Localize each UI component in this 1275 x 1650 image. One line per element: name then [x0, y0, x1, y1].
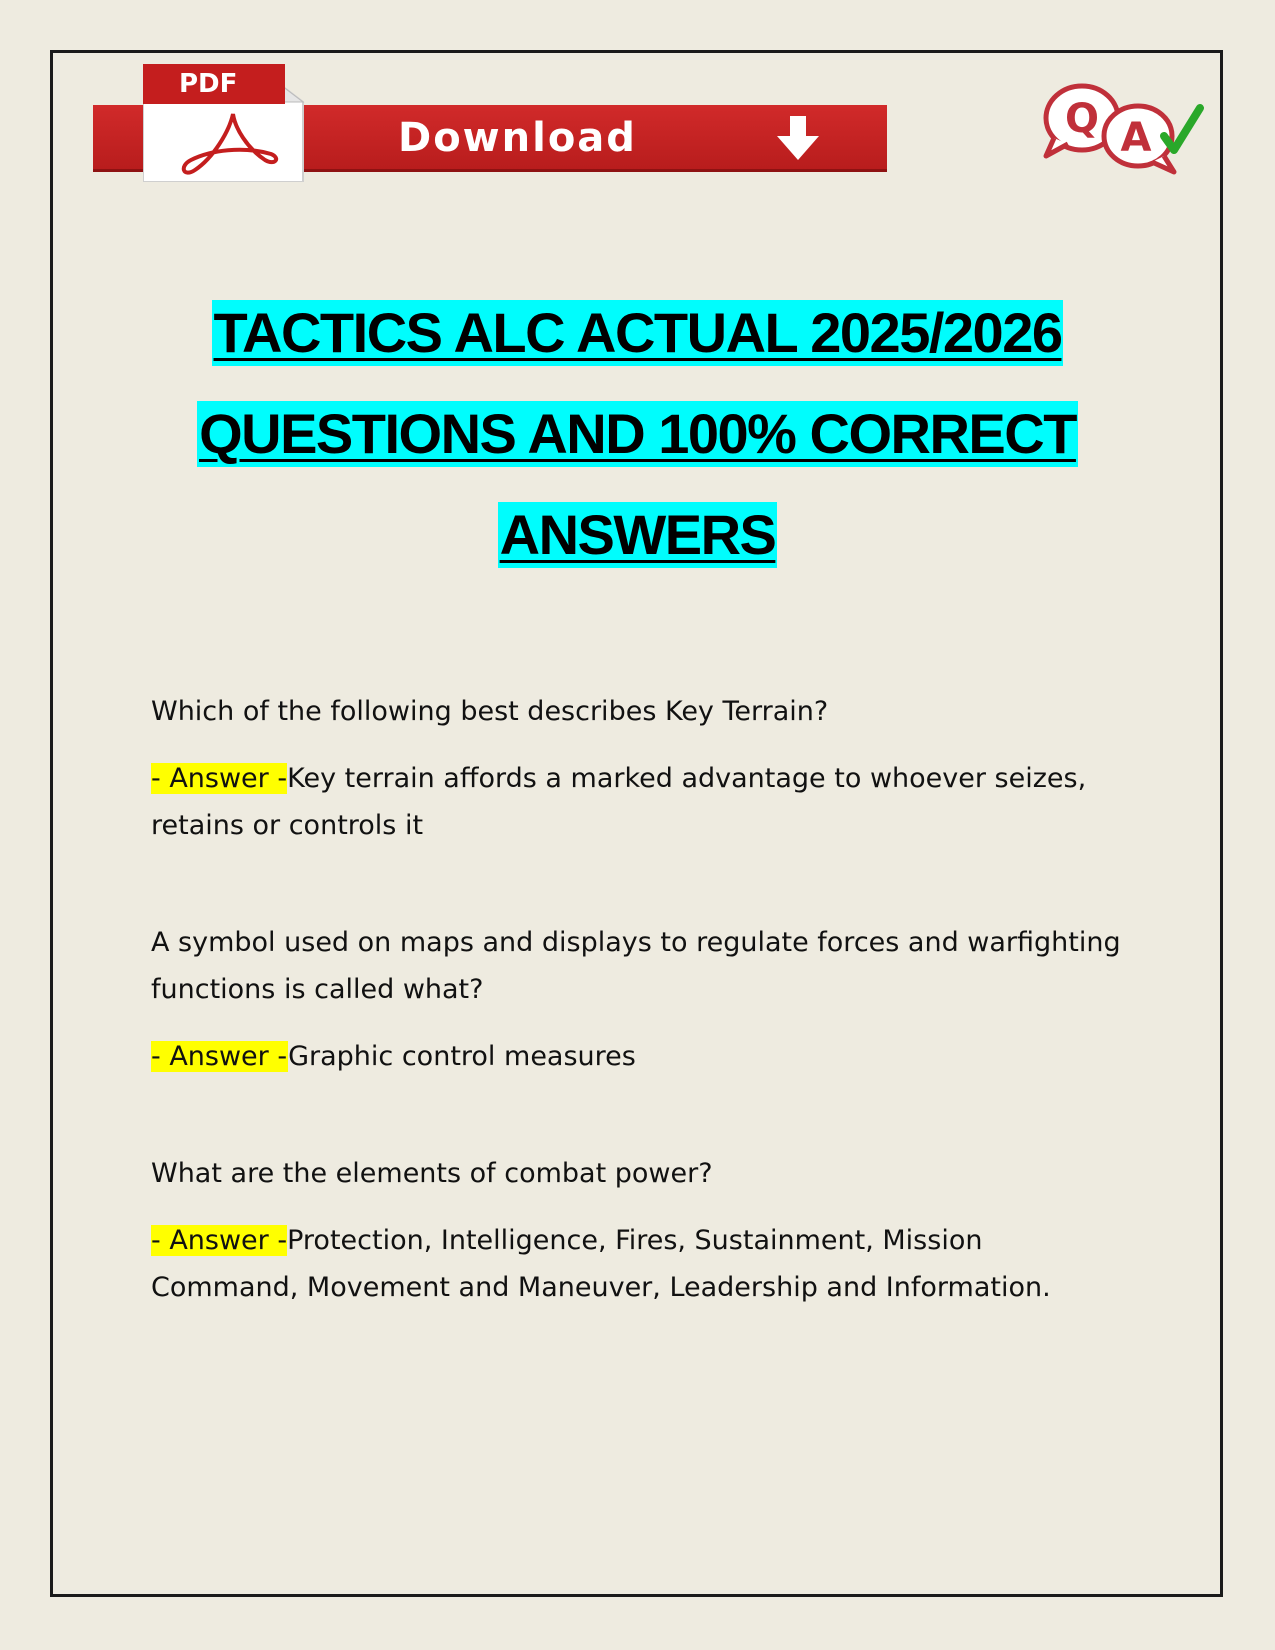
question-text: What are the elements of combat power? [151, 1158, 713, 1189]
download-label: Download [398, 115, 637, 161]
qa-logo [1040, 78, 1210, 178]
pdf-file-icon [143, 62, 305, 182]
question-text: Which of the following best describes Key Terrain? [151, 696, 829, 727]
title-line-3: ANSWERS [499, 503, 776, 566]
q-letter: Q [1064, 96, 1100, 142]
qa-speech-bubbles-icon [1040, 78, 1210, 178]
answer-paragraph [151, 1217, 1121, 1311]
answer-text: Graphic control measures [288, 1041, 636, 1072]
answer-prefix: - Answer - [151, 763, 288, 794]
answer-text: Protection, Intelligence, Fires, Sustainment, Mission Command, Movement and Maneuver, Leadership and Information. [151, 1225, 1051, 1303]
answer-prefix: - Answer - [151, 1041, 289, 1072]
answer-prefix: - Answer - [151, 1225, 288, 1256]
answer-text: Key terrain affords a marked advantage to whoever seizes, retains or controls it [151, 763, 1087, 841]
question-text: A symbol used on maps and displays to regulate forces and warfighting functions is called what? [151, 927, 1121, 1005]
a-letter: A [1120, 115, 1152, 161]
pdf-label: PDF [143, 64, 285, 104]
title-line-2: QUESTIONS AND 100% CORRECT [199, 402, 1076, 465]
answer-paragraph [151, 1033, 1121, 1080]
document-title [95, 300, 1180, 603]
qa-item [151, 919, 1121, 1080]
qa-item [151, 1150, 1121, 1311]
qa-item [151, 688, 1121, 849]
qa-list [151, 688, 1121, 1381]
pdf-download-banner[interactable] [93, 62, 887, 182]
download-arrow-icon [773, 114, 823, 164]
title-line-1: TACTICS ALC ACTUAL 2025/2026 [213, 301, 1062, 364]
answer-paragraph [151, 755, 1121, 849]
